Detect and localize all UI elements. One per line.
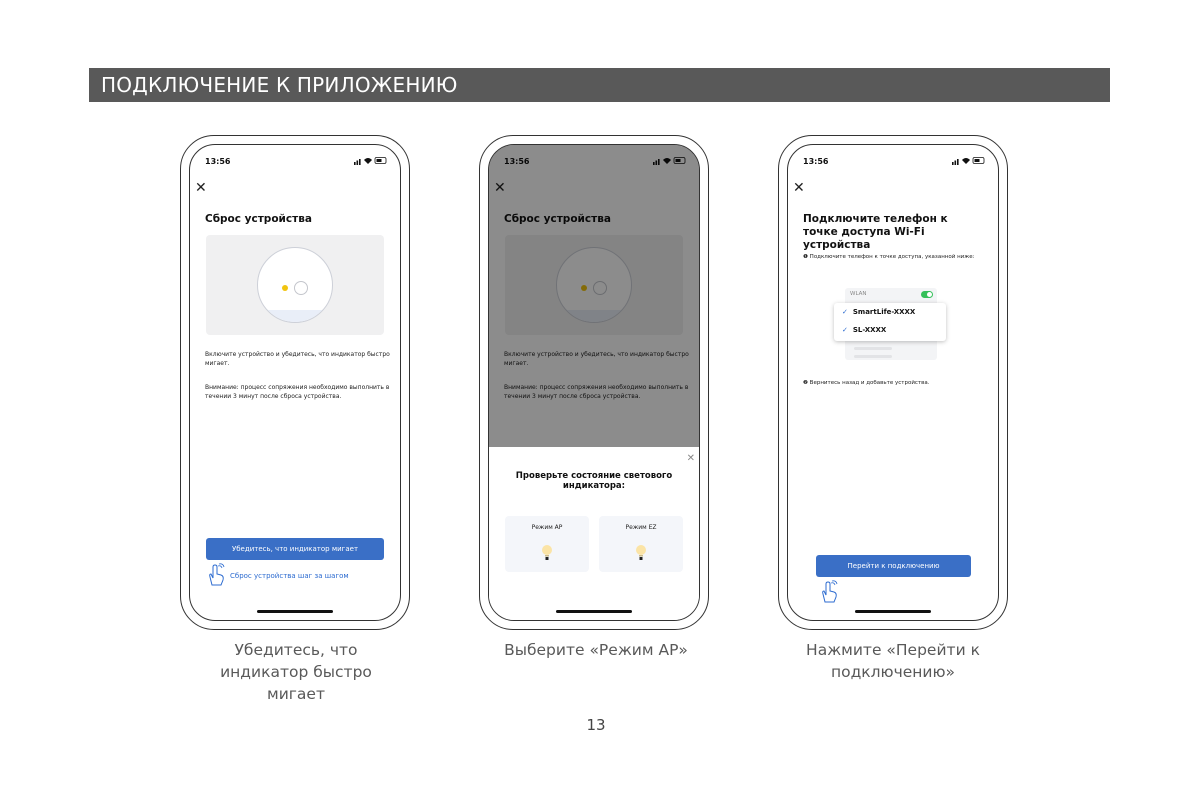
mode-ez-label: Режим EZ <box>625 524 657 531</box>
indicator-light-icon <box>282 285 288 291</box>
screen-title: Сброс устройства <box>504 213 611 225</box>
warning-text: Внимание: процесс сопряжения необходимо выполнить в течении 3 минут после сброса устройства. <box>504 384 689 400</box>
phone-screen <box>787 144 999 621</box>
sheet-title: Проверьте состояние светового индикатора: <box>515 471 673 491</box>
hand-pointer-icon <box>818 580 840 604</box>
bulb-icon <box>541 544 553 562</box>
phone-screen <box>488 144 700 621</box>
step2-text: ❷ Вернитесь назад и добавьте устройства. <box>803 380 930 386</box>
sheet-close-icon[interactable]: ✕ <box>686 453 695 464</box>
wifi-network-list <box>834 303 946 341</box>
wlan-label: WLAN <box>850 291 867 297</box>
dim-overlay[interactable] <box>489 145 699 447</box>
mode-ap-label: Режим AP <box>531 524 563 531</box>
screen-title: Подключите телефон к точке доступа Wi-Fi устройства <box>803 213 948 251</box>
section-title: ПОДКЛЮЧЕНИЕ К ПРИЛОЖЕНИЮ <box>101 73 458 97</box>
power-button-icon <box>294 281 308 295</box>
caption-step3: Нажмите «Перейти к подключению» <box>806 641 980 681</box>
check-icon: ✓ <box>842 308 848 316</box>
home-indicator <box>556 610 632 613</box>
close-icon[interactable]: ✕ <box>195 180 207 196</box>
phone-mockup-mode <box>479 135 709 630</box>
placeholder-line <box>854 347 892 350</box>
status-time: 13:56 <box>504 157 530 166</box>
step1-text: ❶ Подключите телефон к точке доступа, указанной ниже: <box>803 254 975 260</box>
phone-screen <box>189 144 401 621</box>
step-by-step-link[interactable]: Сброс устройства шаг за шагом <box>230 572 349 580</box>
placeholder-line <box>854 355 892 358</box>
status-icons <box>354 156 388 165</box>
bulb-icon <box>635 544 647 562</box>
home-indicator <box>855 610 931 613</box>
go-to-connect-button[interactable]: Перейти к подключению <box>816 555 971 577</box>
status-time: 13:56 <box>803 157 829 166</box>
check-icon: ✓ <box>842 326 848 334</box>
caption-step2: Выберите «Режим AP» <box>504 641 688 659</box>
screen-title: Сброс устройства <box>205 213 312 225</box>
home-indicator <box>257 610 333 613</box>
warning-text: Внимание: процесс сопряжения необходимо выполнить в течении 3 минут после сброса устройства. <box>205 384 390 400</box>
close-icon[interactable]: ✕ <box>494 180 506 196</box>
device-illustration <box>206 235 384 335</box>
mode-ez-card[interactable] <box>599 516 683 572</box>
caption-step1: Убедитесь, что индикатор быстро мигает <box>220 641 372 703</box>
confirm-blinking-button[interactable]: Убедитесь, что индикатор мигает <box>206 538 384 560</box>
section-header <box>89 68 1110 102</box>
page-number: 13 <box>586 716 606 734</box>
instruction-text: Включите устройство и убедитесь, что индикатор быстро мигает. <box>205 351 390 367</box>
wifi-network-item: ✓ SmartLife-XXXX <box>842 308 916 316</box>
bottom-sheet <box>489 447 699 620</box>
device-icon <box>257 247 333 323</box>
close-icon[interactable]: ✕ <box>793 180 805 196</box>
hand-pointer-icon <box>205 563 227 587</box>
mode-ap-card[interactable] <box>505 516 589 572</box>
phone-mockup-reset <box>180 135 410 630</box>
status-icons <box>952 156 986 165</box>
wifi-network-item: ✓ SL-XXXX <box>842 326 887 334</box>
wlan-toggle <box>921 291 933 298</box>
status-time: 13:56 <box>205 157 231 166</box>
instruction-text: Включите устройство и убедитесь, что индикатор быстро мигает. <box>504 351 689 367</box>
phone-mockup-wifi <box>778 135 1008 630</box>
